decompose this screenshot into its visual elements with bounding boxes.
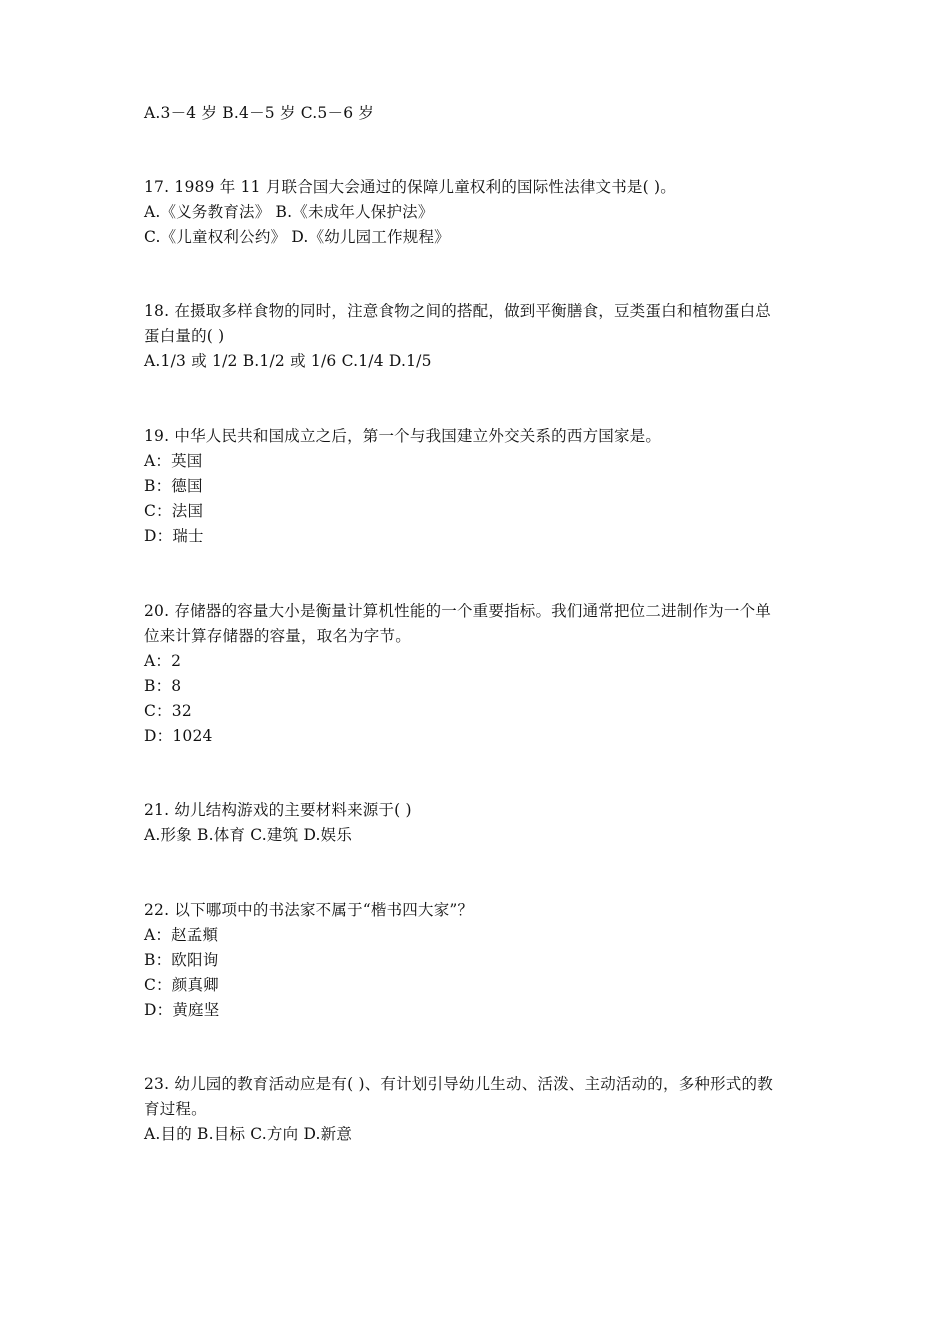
q18-options: A.1/3 或 1/2 B.1/2 或 1/6 C.1/4 D.1/5 [144, 352, 432, 370]
q20-stem-line1: 20. 存储器的容量大小是衡量计算机性能的一个重要指标。我们通常把位二进制作为一个单 [144, 602, 771, 620]
q22-option-d: D：黄庭坚 [144, 1001, 220, 1019]
q17-options-ab: A.《义务教育法》 B.《未成年人保护法》 [144, 203, 434, 221]
q23-stem-line1: 23. 幼儿园的教育活动应是有( )、有计划引导幼儿生动、活泼、主动活动的，多种形式的教 [144, 1075, 773, 1093]
q19-option-d: D：瑞士 [144, 527, 204, 545]
q19-option-a: A：英国 [144, 452, 203, 470]
q20-option-c: C：32 [144, 702, 192, 720]
q21-options: A.形象 B.体育 C.建筑 D.娱乐 [144, 826, 353, 844]
q23-stem-line2: 育过程。 [144, 1100, 207, 1118]
q19-option-b: B：德国 [144, 477, 203, 495]
q19-stem: 19. 中华人民共和国成立之后，第一个与我国建立外交关系的西方国家是。 [144, 427, 662, 445]
q17-stem: 17. 1989 年 11 月联合国大会通过的保障儿童权利的国际性法律文书是( )。 [144, 178, 676, 196]
q23-options: A.目的 B.目标 C.方向 D.新意 [144, 1125, 353, 1143]
q16-options: A.3－4 岁 B.4－5 岁 C.5－6 岁 [144, 104, 375, 122]
q21-stem: 21. 幼儿结构游戏的主要材料来源于( ) [144, 801, 412, 819]
q20-stem-line2: 位来计算存储器的容量，取名为字节。 [144, 627, 411, 645]
q18-stem-line1: 18. 在摄取多样食物的同时，注意食物之间的搭配，做到平衡膳食，豆类蛋白和植物蛋白总 [144, 302, 771, 320]
q20-option-b: B：8 [144, 677, 182, 695]
q19-option-c: C：法国 [144, 502, 204, 520]
q20-option-a: A：2 [144, 652, 182, 670]
q17-options-cd: C.《儿童权利公约》 D.《幼儿园工作规程》 [144, 228, 450, 246]
q22-stem: 22. 以下哪项中的书法家不属于“楷书四大家”？ [144, 901, 474, 919]
q22-option-a: A：赵孟頫 [144, 926, 219, 944]
q18-stem-line2: 蛋白量的( ) [144, 327, 225, 345]
q20-option-d: D：1024 [144, 727, 213, 745]
q22-option-c: C：颜真卿 [144, 976, 219, 994]
q22-option-b: B：欧阳询 [144, 951, 219, 969]
